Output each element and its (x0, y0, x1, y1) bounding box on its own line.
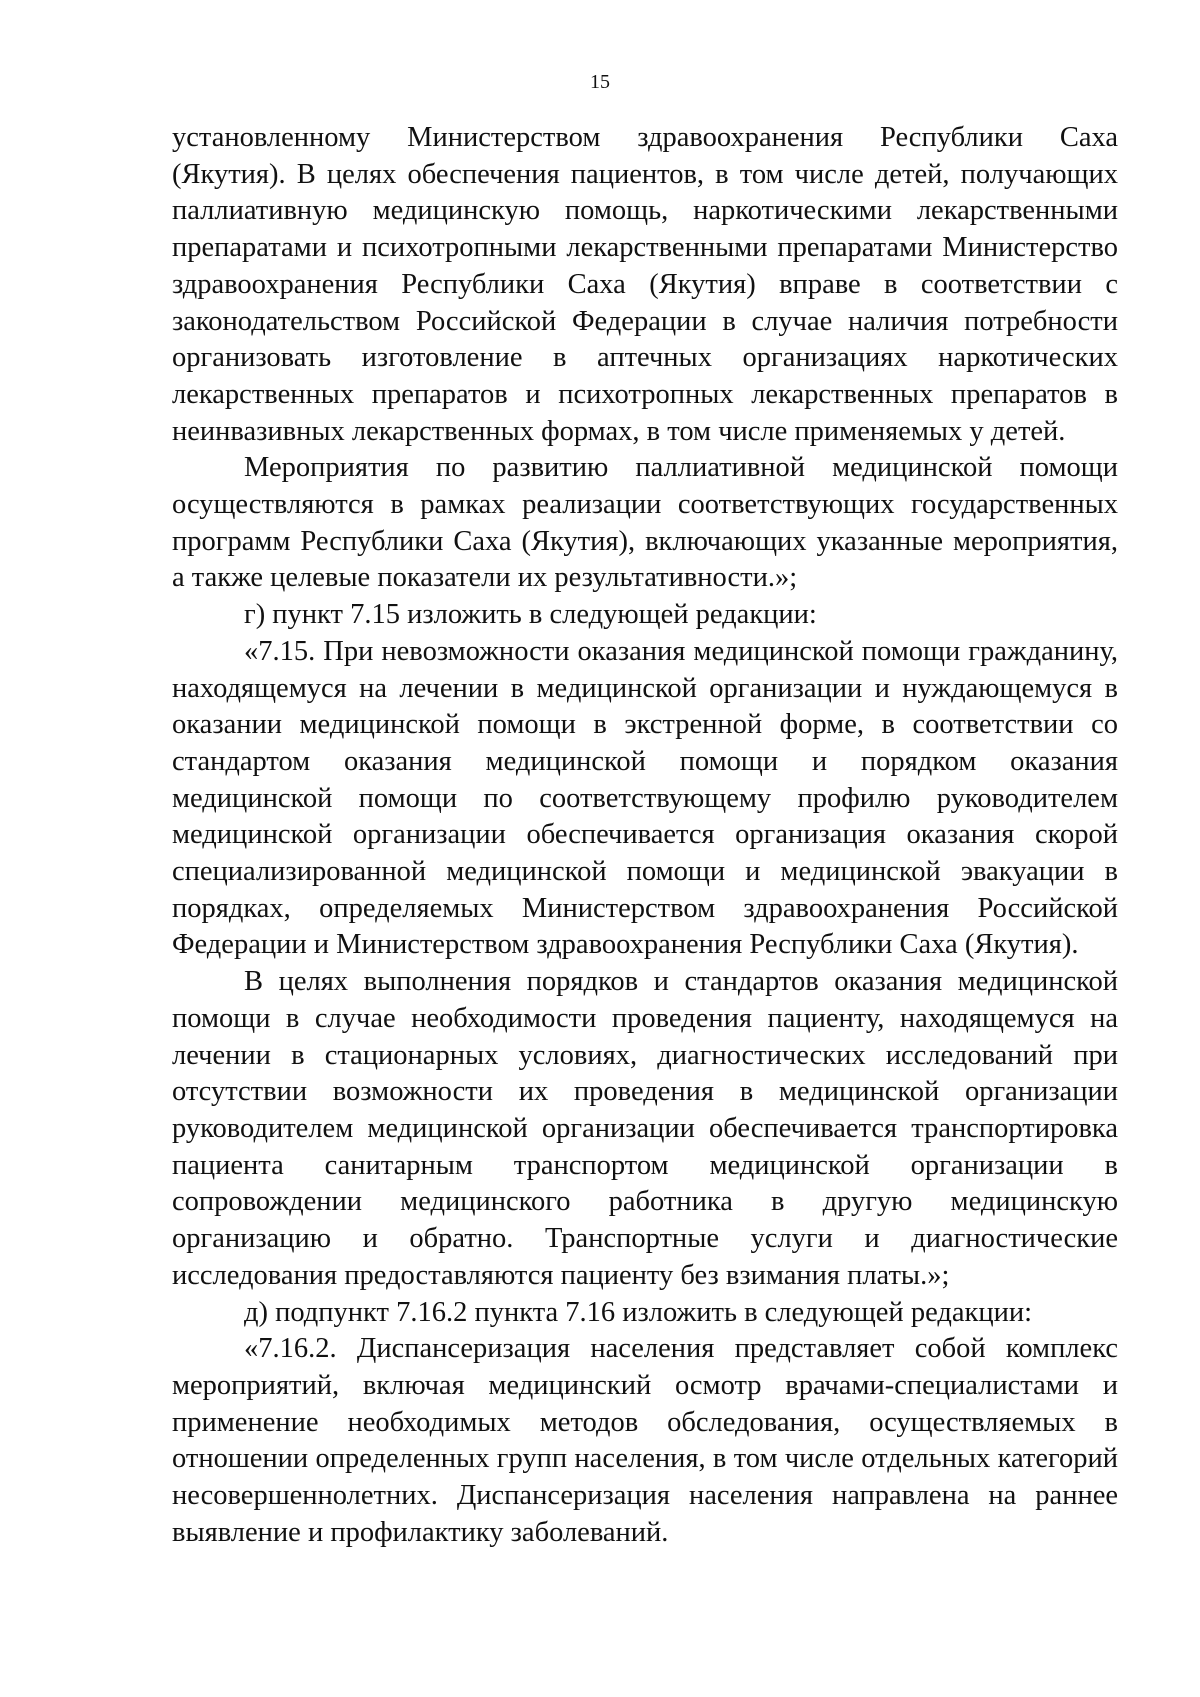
paragraph-transport: В целях выполнения порядков и стандартов оказания медицинской помощи в случае необходимости проведения пациенту, находящемуся на лечении в стационарных условиях, диагностических исследований при отсутствии возможности их проведения в медицинской организации руководителем медицинской организации обеспечивается транспортировка пациента санитарным транспортом медицинской организации в сопровождении медицинского работника в другую медицинскую организацию и обратно. Транспортные услуги и диагностические исследования предоставляются пациенту без взимания платы.»; (172, 966, 1118, 1291)
paragraph-7-15: «7.15. При невозможности оказания медицинской помощи гражданину, находящемуся на лечении в медицинской организации и нуждающемуся в оказании медицинской помощи в экстренной форме, в соответствии со стандартом оказания медицинской помощи и порядком оказания медицинской помощи по соответствующему профилю руководителем медицинской организации обеспечивается организация оказания скорой специализированной медицинской помощи и медицинской эвакуации в порядках, определяемых Министерством здравоохранения Российской Федерации и Министерством здравоохранения Республики Саха (Якутия). (172, 635, 1118, 961)
document-body (172, 120, 1118, 1551)
paragraph-palliative-measures: Мероприятия по развитию паллиативной медицинской помощи осуществляются в рамках реализации соответствующих государственных программ Республики Саха (Якутия), включающих указанные мероприятия, а также целевые показатели их результативности.»; (172, 452, 1118, 594)
paragraph-amendment-d: д) подпункт 7.16.2 пункта 7.16 изложить в следующей редакции: (244, 1296, 1033, 1328)
paragraph-continuation: установленному Министерством здравоохранения Республики Саха (Якутия). В целях обеспечения пациентов, в том числе детей, получающих паллиативную медицинскую помощь, наркотическими лекарственными препаратами и психотропными лекарственными препаратами Министерство здравоохранения Республики Саха (Якутия) вправе в соответствии с законодательством Российской Федерации в случае наличия потребности организовать изготовление в аптечных организациях наркотических лекарственных препаратов и психотропных лекарственных препаратов в неинвазивных лекарственных формах, в том числе применяемых у детей. (172, 122, 1118, 447)
page-number: 15 (590, 71, 610, 93)
paragraph-7-16-2: «7.16.2. Диспансеризация населения представляет собой комплекс мероприятий, включая медицинский осмотр врачами-специалистами и применение необходимых методов обследования, осуществляемых в отношении определенных групп населения, в том числе отдельных категорий несовершеннолетних. Диспансеризация населения направлена на раннее выявление и профилактику заболеваний. (172, 1333, 1118, 1548)
paragraph-amendment-g: г) пункт 7.15 изложить в следующей редакции: (244, 599, 817, 631)
